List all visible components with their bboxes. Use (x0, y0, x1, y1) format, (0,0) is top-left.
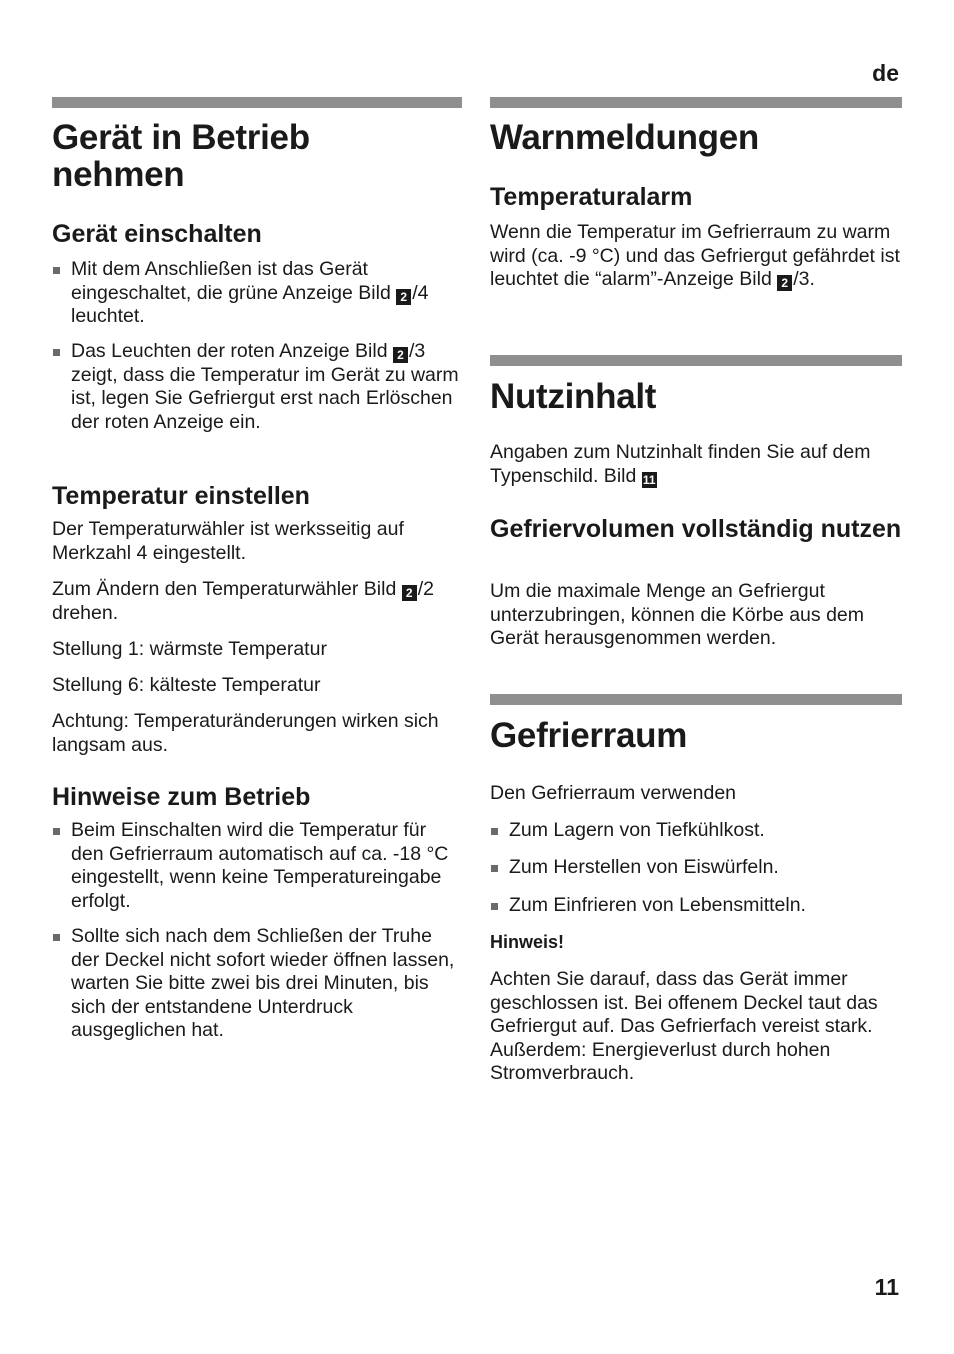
section-title-warnmeldungen: Warnmeldungen (490, 118, 759, 157)
paragraph-text: Zum Ändern den Temperaturwähler Bild (52, 578, 402, 600)
section-title-line1: Gerät in Betrieb (52, 118, 310, 157)
section-rule (490, 355, 902, 366)
section-title-gefrierraum: Gefrierraum (490, 716, 688, 755)
right-column (490, 97, 902, 1127)
left-column (52, 97, 462, 1057)
list-item (52, 340, 462, 434)
section-rule (52, 97, 462, 108)
section-rule (490, 97, 902, 108)
paragraph-text: Wenn die Temperatur im Gefrierraum zu warm wird (ca. -9 °C) und das Gefriergut gefährdet ist leuchtet die “alarm”-Anzeige Bild (490, 221, 900, 290)
subheading-temperaturalarm: Temperaturalarm (490, 183, 693, 211)
list-item: Zum Lagern von Tiefkühlkost. (490, 819, 902, 843)
paragraph-text: Angaben zum Nutzinhalt finden Sie auf dem Typenschild. Bild (490, 441, 871, 487)
list-item: Zum Einfrieren von Lebensmitteln. (490, 894, 902, 918)
paragraph (52, 578, 462, 625)
subheading-temperatur-einstellen: Temperatur einstellen (52, 482, 310, 510)
warning-label: Achtung: (52, 710, 129, 732)
section-rule (490, 694, 902, 705)
figure-reference: 2 (777, 275, 792, 291)
figure-reference: 2 (396, 289, 411, 305)
paragraph (490, 221, 902, 292)
section-title-line2: nehmen (52, 155, 185, 194)
paragraph: Um die maximale Menge an Gefriergut unterzubringen, können die Körbe aus dem Gerät herausgenommen werden. (490, 580, 865, 649)
paragraph-text: /2 drehen. (52, 578, 434, 624)
list-item-text: Mit dem Anschließen ist das Gerät eingeschaltet, die grüne Anzeige Bild (71, 258, 397, 304)
paragraph: Stellung 6: kälteste Temperatur (52, 674, 321, 696)
section-title (52, 119, 462, 193)
language-label: de (872, 60, 899, 86)
list-item-text: /3 zeigt, dass die Temperatur im Gerät zu warm ist, legen Sie Gefriergut erst nach Erlöschen der roten Anzeige ein. (71, 340, 459, 433)
page-number: 11 (874, 1274, 899, 1300)
paragraph: Stellung 1: wärmste Temperatur (52, 638, 327, 660)
section-title-nutzinhalt: Nutzinhalt (490, 377, 657, 416)
subheading-geraet-einschalten: Gerät einschalten (52, 220, 262, 248)
list-item (52, 258, 462, 329)
figure-reference: 11 (642, 472, 656, 487)
warning-text: Temperaturänderungen wirken sich langsam aus. (52, 710, 439, 756)
warning-paragraph (52, 710, 462, 757)
list-item: Sollte sich nach dem Schließen der Truhe der Deckel nicht sofort wieder öffnen lassen, warten Sie bitte zwei bis drei Minuten, bis sich der entstandene Unterdruck ausgeglichen hat. (52, 925, 462, 1043)
paragraph: Der Temperaturwähler ist werksseitig auf Merkzahl 4 eingestellt. (52, 518, 404, 564)
paragraph (490, 441, 902, 488)
list-item-text: /4 leuchtet. (71, 281, 429, 327)
paragraph: Den Gefrierraum verwenden (490, 782, 737, 804)
figure-reference: 2 (402, 585, 417, 601)
figure-reference: 2 (393, 347, 408, 363)
subheading-hinweise-zum-betrieb: Hinweise zum Betrieb (52, 783, 311, 811)
paragraph-text: /3. (793, 268, 815, 290)
note-label: Hinweis! (490, 932, 565, 952)
list-item: Beim Einschalten wird die Temperatur für den Gefrierraum automatisch auf ca. -18 °C eingestellt, wenn keine Temperatureingabe erfolgt. (52, 819, 462, 913)
list-item: Zum Herstellen von Eiswürfeln. (490, 856, 902, 880)
subheading-gefriervolumen: Gefriervolumen vollständig nutzen (490, 515, 902, 543)
list-item-text: Das Leuchten der roten Anzeige Bild (71, 340, 393, 362)
note-text: Achten Sie darauf, dass das Gerät immer geschlossen ist. Bei offenem Deckel taut das Gefriergut auf. Das Gefrierfach vereist stark. Außerdem: Energieverlust durch hohen Stromverbrauch. (490, 968, 878, 1084)
